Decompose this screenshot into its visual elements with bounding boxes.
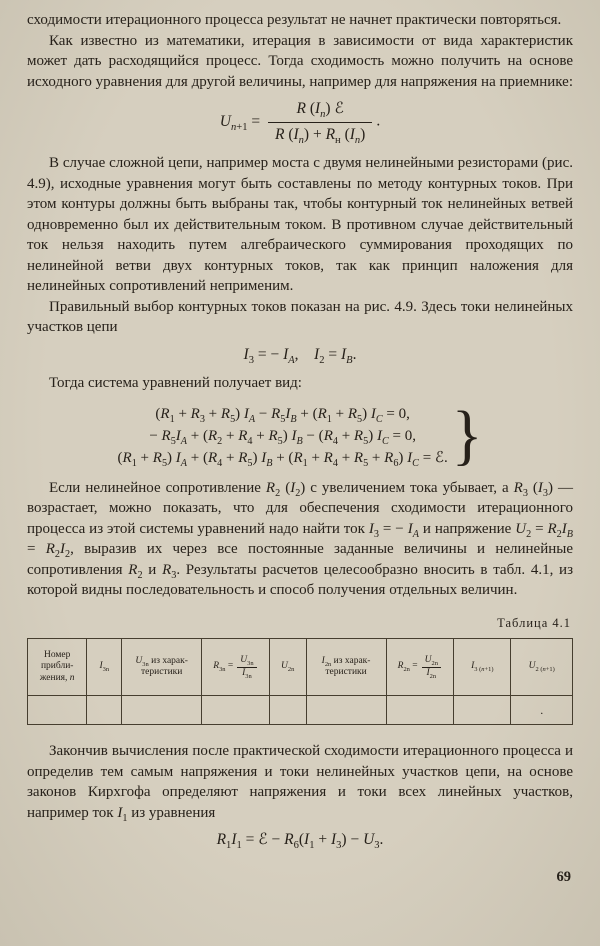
fraction-numerator: R $(I_n)$ ℰ [268,99,372,123]
formula-nonlinear-currents: $I_3$ = − $I_A$, $I_2 = I_B$. [243,345,357,366]
equation-system [27,397,573,472]
equation-line-1: $(R_1 + R_3 + R_5) I_A - R_5I_B + (R_1 + R_5) I_C = 0$, [155,405,410,425]
paragraph-system-intro: Тогда система уравнений получает вид: [49,375,302,391]
paragraph-final-computation: Закончив вычисления после практической сходимости итерационного процесса и определив тем самым напряжения и токи нелинейных участков цепи, на основе законов Кирхгофа определяют напряжения и токи всех линейных участков, например ток $I_1$ из уравнения [27,743,573,824]
table-cell [28,696,87,725]
equation-line-2: − $R_5I_A + (R_2 + R_4 + R_5) I_B - (R_4 + R_5) I_C = 0$, [149,427,416,447]
formula-period: . [376,112,381,130]
table-cell: . [511,696,573,725]
col-i2n-from-characteristic: $I_{2n}$ из характеристики [306,639,386,696]
table-caption: Таблица 4.1 [497,615,571,630]
fraction [237,655,256,679]
fraction-lhs: $R_{3n}$ = [213,661,234,674]
header-fraction [213,655,257,679]
header-fraction [398,655,442,679]
col-r3n-fraction [202,639,270,696]
page-number: 69 [556,868,571,885]
col-i3n: $I_{3n}$ [87,639,122,696]
col-u2-next: $U_{2 (n+1)}$ [511,639,573,696]
table-cell [269,696,306,725]
paragraph-continuation: сходимости итерационного процесса результат не начнет практически повторяться. [27,12,562,28]
col-approximation-number: Номер приближения, n [28,639,87,696]
table-cell [454,696,511,725]
results-table [27,638,573,725]
col-r2n-fraction [386,639,454,696]
col-u2n: $U_{2n}$ [269,639,306,696]
fraction-denominator: $I_{3n}$ [242,667,252,680]
fraction-numerator: $U_{2n}$ [422,655,441,668]
table-cell [122,696,202,725]
paragraph-complex-circuit: В случае сложной цепи, например моста с двумя нелинейными резисторами (рис. 4.9), исходные уравнения могут быть составлены по методу контурных токов. При этом контуры должны быть выбраны так, чтобы контурный ток нелинейных ветвей одновременно был их действительным током. В противном случае действительный ток нельзя находить путем алгебраического суммирования проходящих по нелинейной ветви двух контурных токов, так как принцип наложения для нелинейных сопротивлений неприменим. [27,155,573,294]
col-i3-next: $I_{3 (n+1)}$ [454,639,511,696]
formula-voltage-iteration [27,99,573,145]
table-cell [87,696,122,725]
fraction-denominator: $I_{2n}$ [426,667,437,680]
fraction-lhs: $R_{2n}$ = [397,661,418,674]
fraction [268,99,372,145]
fraction-denominator: R $(I_n) + R_н$ $(I_n)$ [274,125,366,146]
table-cell [306,696,386,725]
equation-lines [118,403,448,469]
table-cell [386,696,454,725]
formula-lhs: $U_{n+1}$ = [219,112,261,133]
col-u3n-from-characteristic: $U_{3n}$ из характеристики [122,639,202,696]
paragraph-iteration-divergence: Как известно из математики, итерация в зависимости от вида характеристик может дать расходящийся процесс. Тогда сходимость можно получить на основе исходного уравнения для другой величины, например для напряжения на приемнике: [27,32,573,90]
fraction-numerator: $U_{3n}$ [237,655,256,668]
equation-line-3: $(R_1 + R_5) I_A + (R_4 + R_5) I_B + (R_1 + R_4 + R_5 + R_6) I_C$ = ℰ. [117,449,448,469]
table-row [28,696,573,725]
fraction [422,655,441,679]
table-header-row [28,639,573,696]
paragraph-convergence-analysis: Если нелинейное сопротивление $R_2$ $(I_2)$ с увеличением тока убывает, а $R_3$ $(I_3)$ — возрастает, можно показать, что для обеспечения сходимости итерационного процесса из этой системы уравнений надо найти ток $I_3$ = − $I_A$ и напряжение $U_2 = R_2I_B = R_2I_2$, выразив их через все постоянные заданные величины и нелинейные сопротивления $R_2$ и $R_3$. Результаты расчетов целесообразно вносить в табл. 4.1, из которой видны последовательность и способ получения отдельных величин. [27,479,573,598]
table-cell [202,696,270,725]
formula-kirchhoff: $R_1I_1$ = ℰ − $R_6(I_1 + I_3) - U_3$. [216,831,384,852]
system-brace: } [451,397,483,472]
paragraph-contour-choice: Правильный выбор контурных токов показан на рис. 4.9. Здесь токи нелинейных участков цепи [27,298,573,335]
page-footer [27,867,573,888]
